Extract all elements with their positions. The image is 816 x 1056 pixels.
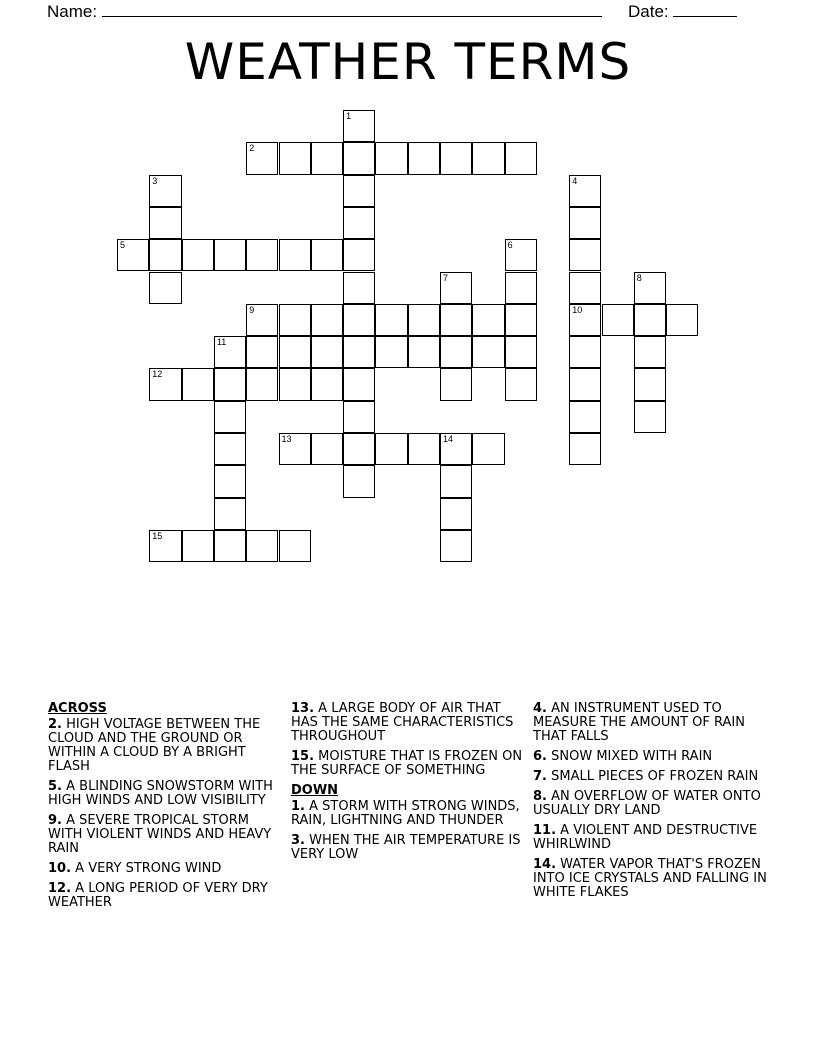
clue-number-label: 6. <box>533 749 547 764</box>
grid-cell[interactable] <box>311 142 343 174</box>
grid-cell[interactable] <box>246 304 278 336</box>
clue <box>48 718 280 774</box>
grid-cell[interactable] <box>246 336 278 368</box>
grid-cell[interactable] <box>634 304 666 336</box>
grid-cell[interactable] <box>440 272 472 304</box>
clue-text: WHEN THE AIR TEMPERATURE IS VERY LOW <box>291 833 521 862</box>
grid-cell[interactable] <box>408 142 440 174</box>
grid-cell[interactable] <box>440 142 472 174</box>
grid-cell[interactable] <box>408 336 440 368</box>
grid-cell[interactable] <box>505 336 537 368</box>
grid-cell[interactable] <box>246 368 278 400</box>
clue-text: A SEVERE TROPICAL STORM WITH VIOLENT WINDS AND HEAVY RAIN <box>48 813 272 856</box>
clue-number-label: 3. <box>291 833 305 848</box>
grid-cell[interactable] <box>602 304 634 336</box>
grid-cell[interactable] <box>569 336 601 368</box>
grid-cell[interactable] <box>634 401 666 433</box>
grid-cell[interactable] <box>343 175 375 207</box>
grid-cell[interactable] <box>182 239 214 271</box>
grid-cell[interactable] <box>246 530 278 562</box>
clue-number-label: 2. <box>48 717 62 732</box>
clue-number: 8 <box>636 272 642 283</box>
clue-number-label: 5. <box>48 779 62 794</box>
clue-text: A LARGE BODY OF AIR THAT HAS THE SAME CHARACTERISTICS THROUGHOUT <box>291 701 514 744</box>
clue-number-label: 12. <box>48 881 72 896</box>
date-label: Date: <box>628 2 669 21</box>
clue-number: 5 <box>120 240 126 251</box>
grid-cell[interactable] <box>343 207 375 239</box>
grid-cell[interactable] <box>569 433 601 465</box>
grid-cell[interactable] <box>214 368 246 400</box>
grid-cell[interactable] <box>505 272 537 304</box>
grid-cell[interactable] <box>149 207 181 239</box>
grid-cell[interactable] <box>343 336 375 368</box>
clue-number: 1 <box>346 111 352 121</box>
grid-cell[interactable] <box>246 142 278 174</box>
grid-cell[interactable] <box>569 368 601 400</box>
clue-text: AN INSTRUMENT USED TO MEASURE THE AMOUNT OF RAIN THAT FALLS <box>533 701 745 744</box>
grid-cell[interactable] <box>505 239 537 271</box>
clue-text: MOISTURE THAT IS FROZEN ON THE SURFACE OF SOMETHING <box>291 749 523 778</box>
clue-number: 6 <box>507 240 513 251</box>
clue <box>48 780 280 808</box>
clue-number: 7 <box>443 272 449 283</box>
grid-cell[interactable] <box>343 304 375 336</box>
grid-cell[interactable] <box>408 433 440 465</box>
grid-cell[interactable] <box>375 142 407 174</box>
grid-cell[interactable] <box>214 336 246 368</box>
clue-number-label: 13. <box>291 701 315 716</box>
grid-cell[interactable] <box>440 498 472 530</box>
clue-number: 3 <box>152 175 158 186</box>
grid-cell[interactable] <box>440 530 472 562</box>
clue-text: AN OVERFLOW OF WATER ONTO USUALLY DRY LAND <box>533 789 761 818</box>
clue <box>48 882 280 910</box>
grid-cell[interactable] <box>472 304 504 336</box>
grid-cell[interactable] <box>182 368 214 400</box>
grid-cell[interactable] <box>375 433 407 465</box>
grid-cell[interactable] <box>472 433 504 465</box>
across-clue-list <box>48 718 280 910</box>
grid-cell[interactable] <box>279 304 311 336</box>
clue <box>291 800 523 828</box>
clue-number-label: 14. <box>533 857 557 872</box>
grid-cell[interactable] <box>569 175 601 207</box>
down-clue-list-continued <box>533 702 773 900</box>
grid-cell[interactable] <box>311 368 343 400</box>
grid-cell[interactable] <box>472 142 504 174</box>
clue-text: WATER VAPOR THAT'S FROZEN INTO ICE CRYSTALS AND FALLING IN WHITE FLAKES <box>533 857 767 900</box>
grid-cell[interactable] <box>214 401 246 433</box>
grid-cell[interactable] <box>149 175 181 207</box>
grid-cell[interactable] <box>505 142 537 174</box>
grid-cell[interactable] <box>666 304 698 336</box>
clue <box>533 858 773 900</box>
clue <box>291 702 523 744</box>
grid-cell[interactable] <box>440 433 472 465</box>
clue <box>533 790 773 818</box>
clue-number-label: 1. <box>291 799 305 814</box>
grid-cell[interactable] <box>343 401 375 433</box>
grid-cell[interactable] <box>214 498 246 530</box>
grid-cell[interactable] <box>440 368 472 400</box>
clue <box>533 750 773 764</box>
clue-text: A LONG PERIOD OF VERY DRY WEATHER <box>48 881 268 910</box>
clues-column-1 <box>48 702 280 916</box>
grid-cell[interactable] <box>246 239 278 271</box>
clue-text: HIGH VOLTAGE BETWEEN THE CLOUD AND THE GROUND OR WITHIN A CLOUD BY A BRIGHT FLASH <box>48 717 261 774</box>
grid-cell[interactable] <box>634 272 666 304</box>
clue-text: A VIOLENT AND DESTRUCTIVE WHIRLWIND <box>533 823 758 852</box>
clue-number-label: 8. <box>533 789 547 804</box>
grid-cell[interactable] <box>569 207 601 239</box>
clue-text: SNOW MIXED WITH RAIN <box>551 749 713 764</box>
clue <box>48 814 280 856</box>
grid-cell[interactable] <box>634 336 666 368</box>
grid-cell[interactable] <box>505 304 537 336</box>
grid-cell[interactable] <box>569 401 601 433</box>
clue <box>533 824 773 852</box>
grid-cell[interactable] <box>182 530 214 562</box>
grid-cell[interactable] <box>375 304 407 336</box>
clue-number: 14 <box>443 434 454 444</box>
grid-cell[interactable] <box>569 272 601 304</box>
grid-cell[interactable] <box>343 110 375 142</box>
grid-cell[interactable] <box>343 239 375 271</box>
clue-number-label: 9. <box>48 813 62 828</box>
clues-column-3 <box>533 702 773 906</box>
grid-cell[interactable] <box>311 304 343 336</box>
grid-cell[interactable] <box>440 304 472 336</box>
grid-cell[interactable] <box>311 239 343 271</box>
name-label: Name: <box>47 2 98 21</box>
down-clue-list <box>291 800 523 862</box>
across-heading: ACROSS <box>48 701 107 716</box>
grid-cell[interactable] <box>472 336 504 368</box>
grid-cell[interactable] <box>279 530 311 562</box>
grid-cell[interactable] <box>279 336 311 368</box>
grid-cell[interactable] <box>375 336 407 368</box>
grid-cell[interactable] <box>505 368 537 400</box>
clue-number: 2 <box>249 143 255 154</box>
clue-number: 9 <box>249 304 255 315</box>
clue-number-label: 11. <box>533 823 557 838</box>
grid-cell[interactable] <box>311 336 343 368</box>
clues-column-2 <box>291 702 523 868</box>
grid-cell[interactable] <box>569 239 601 271</box>
grid-cell[interactable] <box>214 239 246 271</box>
page-title: WEATHER TERMS <box>184 33 632 91</box>
grid-cell[interactable] <box>343 433 375 465</box>
clue-number-label: 7. <box>533 769 547 784</box>
clue-number: 10 <box>572 304 583 315</box>
clue-text: A BLINDING SNOWSTORM WITH HIGH WINDS AND LOW VISIBILITY <box>48 779 273 808</box>
grid-cell[interactable] <box>149 368 181 400</box>
grid-cell[interactable] <box>343 465 375 497</box>
clue-number-label: 15. <box>291 749 315 764</box>
grid-cell[interactable] <box>343 368 375 400</box>
grid-cell[interactable] <box>343 272 375 304</box>
grid-cell[interactable] <box>214 530 246 562</box>
clue-number-label: 10. <box>48 861 72 876</box>
clue <box>533 702 773 744</box>
clue <box>291 834 523 862</box>
clue-number: 4 <box>572 175 578 186</box>
grid-cell[interactable] <box>149 239 181 271</box>
grid-cell[interactable] <box>311 433 343 465</box>
grid-cell[interactable] <box>149 530 181 562</box>
grid-cell[interactable] <box>279 368 311 400</box>
grid-cell[interactable] <box>279 433 311 465</box>
grid-cell[interactable] <box>440 465 472 497</box>
grid-cell[interactable] <box>634 368 666 400</box>
clue <box>533 770 773 784</box>
clue-text: A VERY STRONG WIND <box>75 861 222 876</box>
clue <box>48 862 280 876</box>
down-heading: DOWN <box>291 783 339 798</box>
grid-cell[interactable] <box>149 272 181 304</box>
clue-number: 11 <box>216 337 227 348</box>
clue-number: 12 <box>152 369 163 380</box>
grid-cell[interactable] <box>440 336 472 368</box>
grid-cell[interactable] <box>279 239 311 271</box>
grid-cell[interactable] <box>214 465 246 497</box>
clue-text: A STORM WITH STRONG WINDS, RAIN, LIGHTNING AND THUNDER <box>291 799 520 828</box>
clue-text: SMALL PIECES OF FROZEN RAIN <box>551 769 759 784</box>
grid-cell[interactable] <box>569 304 601 336</box>
clue-number: 15 <box>152 530 163 541</box>
across-clue-list-continued <box>291 702 523 778</box>
clue <box>291 750 523 778</box>
grid-cell[interactable] <box>343 142 375 174</box>
grid-cell[interactable] <box>214 433 246 465</box>
grid-cell[interactable] <box>279 142 311 174</box>
clue-number-label: 4. <box>533 701 547 716</box>
grid-cell[interactable] <box>408 304 440 336</box>
clue-number: 13 <box>281 434 292 444</box>
grid-cell[interactable] <box>117 239 149 271</box>
